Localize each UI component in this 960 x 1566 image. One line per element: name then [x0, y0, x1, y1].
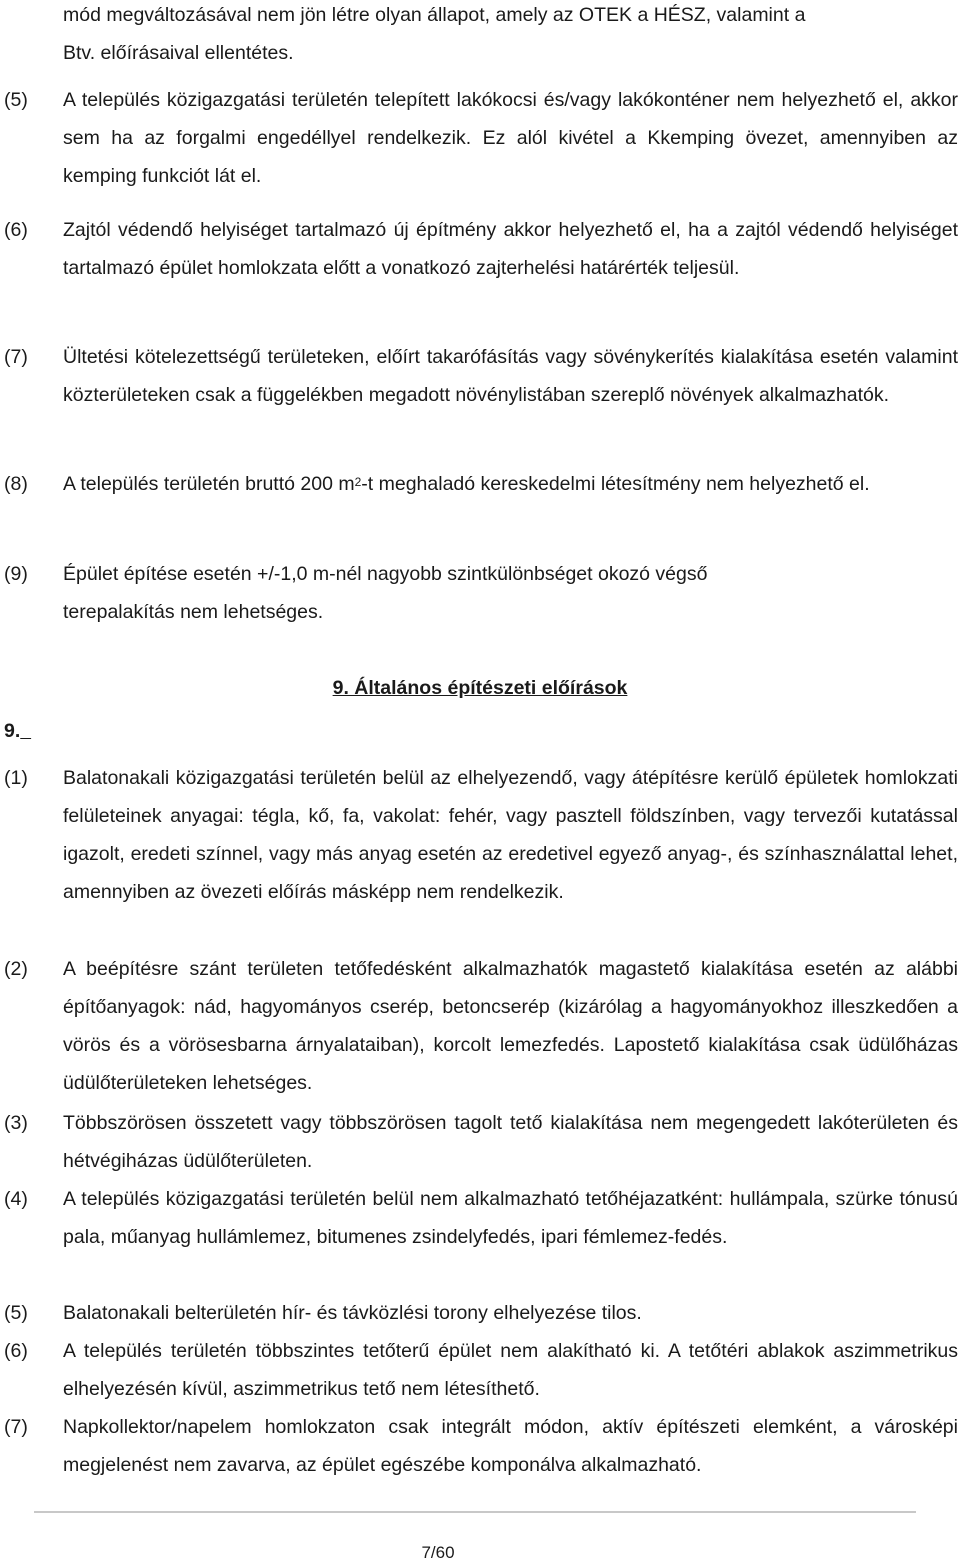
paragraph-number: (8)	[4, 473, 28, 495]
footer-divider	[34, 1511, 916, 1513]
paragraph-number: (5)	[4, 89, 28, 111]
paragraph-number: (6)	[4, 1340, 28, 1362]
section-number	[4, 716, 31, 746]
paragraph-a6	[4, 211, 958, 287]
paragraph-text: Napkollektor/napelem homlokzaton csak integrált módon, aktív építészeti elemként, a városképi megjelenést nem zavarva, az épület egészébe komponálva alkalmazható.	[63, 1416, 958, 1476]
superscript-two: 2	[354, 475, 362, 489]
page-number: 7/60	[421, 1543, 455, 1562]
paragraph-line-1: Épület építése esetén +/-1,0 m-nél nagyobb szintkülönbséget okozó végső	[63, 563, 708, 585]
paragraph-text: Balatonakali közigazgatási területén belül az elhelyezendő, vagy átépítésre kerülő épületek homlokzati felületeinek anyagai: tégla, kő, fa, vakolat: fehér, vagy pasztell földszínben, vagy tervezői kutatással igazolt, eredeti színnel, vagy más anyag esetén az eredetivel egyező anyag-, és színhasználattal lehet, amennyiben az övezeti előírás másképp nem rendelkezik.	[63, 767, 958, 903]
paragraph-b1	[4, 759, 958, 911]
section-number-text: 9.	[4, 720, 21, 742]
paragraph-text: Ültetési kötelezettségű területeken, előírt takarófásítás vagy sövénykerítés kialakítása esetén valamint közterületeken csak a függelékben megadott növénylistában szereplő növények alkalmazhatók.	[63, 346, 958, 406]
paragraph-number: (2)	[4, 958, 28, 980]
continuation-line-2: Btv. előírásaival ellentétes.	[63, 42, 294, 64]
paragraph-text: Zajtól védendő helyiséget tartalmazó új építmény akkor helyezhető el, ha a zajtól védendő helyiséget tartalmazó épület homlokzata előtt a vonatkozó zajterhelési határérték teljesül.	[63, 219, 958, 279]
paragraph-text	[63, 465, 958, 503]
paragraph-a7	[4, 338, 958, 414]
section-heading-text: 9. Általános építészeti előírások	[332, 677, 628, 699]
paragraph-text: A beépítésre szánt területen tetőfedésként alkalmazhatók magastető kialakítása esetén az alábbi építőanyagok: nád, hagyományos cserép, betoncserép (kizárólag a hagyományokhoz illeszkedően a vörös és a vörösesbarna árnyalataiban), korcolt lemezfedés. Lapostető kialakítása csak üdülőházas üdülőterületeken lehetséges.	[63, 958, 958, 1094]
paragraph-line-2: terepalakítás nem lehetséges.	[63, 601, 324, 623]
section-heading	[0, 673, 960, 703]
paragraph-b6	[4, 1332, 958, 1408]
paragraph-number: (4)	[4, 1188, 28, 1210]
paragraph-text-before: A település területén bruttó 200 m	[63, 473, 355, 495]
paragraph-text: A település területén többszintes tetőterű épület nem alakítható ki. A tetőtéri ablakok aszimmetrikus elhelyezésén kívül, aszimmetrikus tető nem létesíthető.	[63, 1340, 958, 1400]
paragraph-text: A település közigazgatási területén telepített lakókocsi és/vagy lakókonténer nem helyezhető el, akkor sem ha az forgalmi engedéllyel rendelkezik. Ez alól kivétel a Kkemping övezet, amennyiben az kemping funkciót lát el.	[63, 89, 958, 187]
paragraph-text-after: -t meghaladó kereskedelmi létesítmény nem helyezhető el.	[361, 473, 870, 495]
paragraph-b3	[4, 1104, 958, 1180]
paragraph-a8	[4, 465, 958, 503]
paragraph-number: (7)	[4, 1416, 28, 1438]
paragraph-text	[63, 555, 958, 631]
paragraph-number: (9)	[4, 563, 28, 585]
paragraph-number: (7)	[4, 346, 28, 368]
paragraph-number: (6)	[4, 219, 28, 241]
paragraph-b5	[4, 1294, 958, 1332]
continuation-line-1: mód megváltozásával nem jön létre olyan állapot, amely az OTEK a HÉSZ, valamint a	[63, 4, 806, 26]
paragraph-text: Balatonakali belterületén hír- és távközlési torony elhelyezése tilos.	[63, 1302, 642, 1324]
paragraph-b2	[4, 950, 958, 1102]
paragraph-number: (5)	[4, 1302, 28, 1324]
paragraph-text: A település közigazgatási területén belül nem alkalmazható tetőhéjazatként: hullámpala, szürke tónusú pala, műanyag hullámlemez, bitumenes zsindelyfedés, ipari fémlemez-fedés.	[63, 1188, 958, 1248]
paragraph-b4	[4, 1180, 958, 1256]
paragraph-number: (1)	[4, 767, 28, 789]
paragraph-text: Többszörösen összetett vagy többszörösen tagolt tető kialakítása nem megengedett lakóterületen és hétvégiházas üdülőterületen.	[63, 1112, 958, 1172]
section-number-underline	[20, 720, 31, 742]
paragraph-a5	[4, 81, 958, 195]
paragraph-b7	[4, 1408, 958, 1484]
paragraph-number: (3)	[4, 1112, 28, 1134]
paragraph-a9	[4, 555, 958, 631]
